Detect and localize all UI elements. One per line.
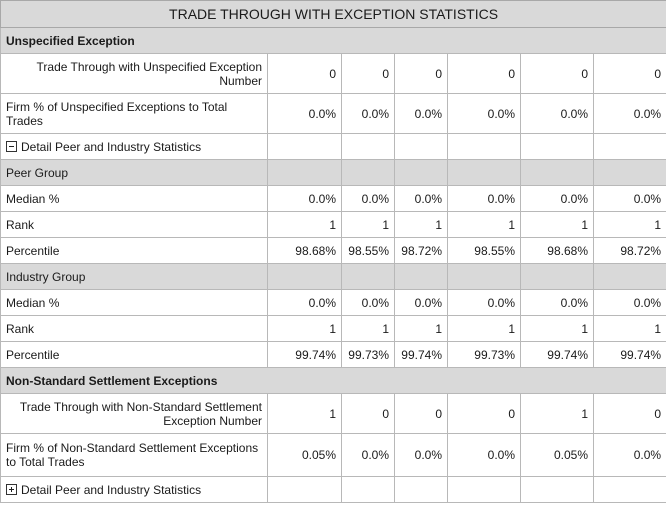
row-label: Percentile [1,238,268,264]
row-label: Trade Through with Non-Standard Settlement Exception Number [1,394,268,434]
table-cell: 0.0% [448,186,521,212]
table-cell: 1 [268,394,342,434]
table-cell: 0.0% [342,290,395,316]
table-cell: 1 [448,212,521,238]
row-label: Rank [1,212,268,238]
table-cell: 1 [521,394,594,434]
table-cell: 99.74% [594,342,666,368]
table-cell: 99.73% [448,342,521,368]
table-cell: 0.05% [268,434,342,477]
table-cell: 0.0% [342,94,395,134]
row-label: Firm % of Non-Standard Settlement Exceptions to Total Trades [1,434,268,477]
plus-box-icon[interactable] [6,484,17,495]
row-label: Rank [1,316,268,342]
table-cell: 0.0% [521,186,594,212]
detail-toggle[interactable] [1,134,268,160]
row-label: Trade Through with Unspecified Exception Number [1,54,268,94]
table-cell: 0 [342,54,395,94]
section-title: Unspecified Exception [1,28,666,54]
table-cell: 98.55% [448,238,521,264]
table-cell: 0 [448,394,521,434]
row-label: Firm % of Unspecified Exceptions to Total Trades [1,94,268,134]
table-cell: 1 [594,316,666,342]
table-cell: 1 [448,316,521,342]
table-cell: 0 [268,54,342,94]
table-cell: 98.72% [395,238,448,264]
group-title: Industry Group [1,264,268,290]
table-cell: 0.0% [594,434,666,477]
table-cell: 1 [342,212,395,238]
table-row [1,434,666,477]
section-header-nonstandard [1,368,666,394]
detail-toggle-label: Detail Peer and Industry Statistics [21,482,202,497]
table-cell: 0.0% [342,434,395,477]
table-cell: 0 [395,394,448,434]
table-cell: 99.74% [268,342,342,368]
table-row [1,186,666,212]
table-cell: 0.0% [521,290,594,316]
table-row [1,238,666,264]
table-cell: 98.68% [268,238,342,264]
minus-box-icon[interactable] [6,141,17,152]
table-cell: 1 [594,212,666,238]
table-cell: 1 [268,212,342,238]
table-row [1,54,666,94]
table-cell: 0.0% [448,290,521,316]
table-cell: 0.0% [342,186,395,212]
table-cell: 0.0% [268,94,342,134]
row-label: Median % [1,186,268,212]
section-title: Non-Standard Settlement Exceptions [1,368,666,394]
table-cell: 0.0% [521,94,594,134]
table-row [1,342,666,368]
table-cell: 0.0% [268,186,342,212]
table-title: TRADE THROUGH WITH EXCEPTION STATISTICS [1,1,666,28]
table-cell: 0 [342,394,395,434]
table-cell: 0.0% [395,434,448,477]
table-cell: 0 [594,394,666,434]
row-label: Percentile [1,342,268,368]
table-cell: 1 [268,316,342,342]
table-cell: 0.0% [395,94,448,134]
table-cell: 0.0% [594,290,666,316]
table-cell: 1 [521,316,594,342]
detail-toggle[interactable] [1,477,268,503]
table-row [1,290,666,316]
table-cell: 0.0% [594,186,666,212]
table-cell: 99.73% [342,342,395,368]
table-cell: 98.68% [521,238,594,264]
table-cell: 0.0% [594,94,666,134]
table-cell: 1 [395,316,448,342]
table-cell: 98.72% [594,238,666,264]
table-cell: 0.0% [395,186,448,212]
table-row [1,394,666,434]
table-cell: 0 [521,54,594,94]
table-cell: 0.05% [521,434,594,477]
table-cell: 0 [594,54,666,94]
group-title: Peer Group [1,160,268,186]
table-cell: 1 [342,316,395,342]
detail-toggle-label: Detail Peer and Industry Statistics [21,139,202,154]
table-cell: 99.74% [521,342,594,368]
peer-group-header [1,160,666,186]
section-header-unspecified [1,28,666,54]
table-cell: 0.0% [448,94,521,134]
industry-group-header [1,264,666,290]
table-cell: 1 [521,212,594,238]
detail-toggle-row [1,477,666,503]
table-row [1,316,666,342]
table-cell: 1 [395,212,448,238]
detail-toggle-row [1,134,666,160]
table-cell: 99.74% [395,342,448,368]
table-cell: 0.0% [448,434,521,477]
table-cell: 0.0% [268,290,342,316]
table-cell: 98.55% [342,238,395,264]
table-row [1,94,666,134]
row-label: Median % [1,290,268,316]
table-row [1,212,666,238]
table-cell: 0 [448,54,521,94]
table-cell: 0 [395,54,448,94]
title-row [1,1,666,28]
table-cell: 0.0% [395,290,448,316]
